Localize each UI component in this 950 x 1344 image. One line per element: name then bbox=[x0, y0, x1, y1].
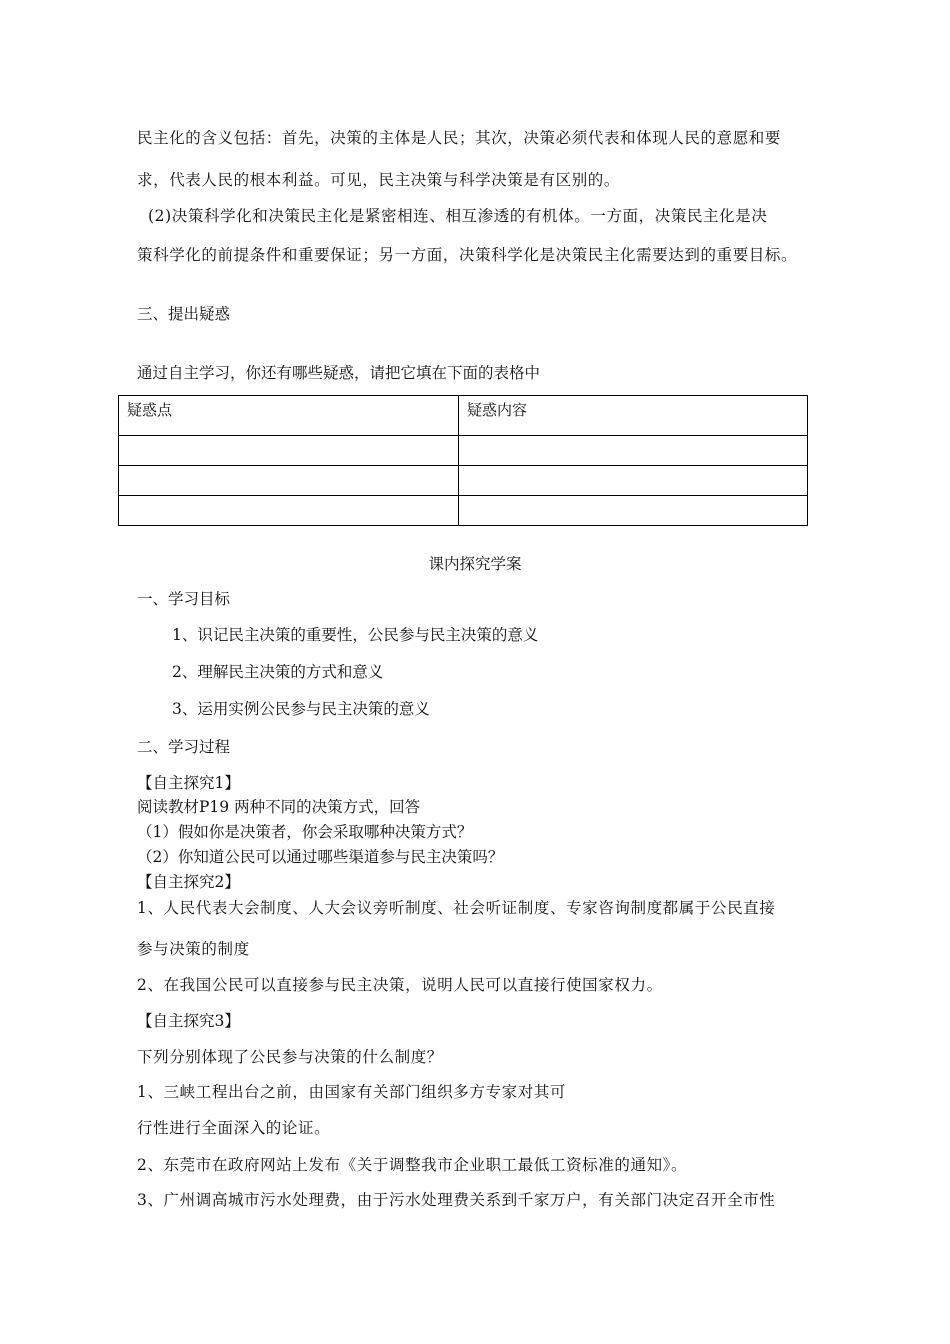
explore1-question-1: （1）假如你是决策者，你会采取哪种决策方式？ bbox=[137, 823, 473, 841]
explore3-item-1-line-2: 行性进行全面深入的论证。 bbox=[137, 1119, 331, 1137]
goal-item-1: 1、识记民主决策的重要性，公民参与民主决策的意义 bbox=[172, 626, 539, 644]
table-header-doubt-point: 疑惑点 bbox=[119, 396, 459, 436]
explore1-title: 【自主探究1】 bbox=[137, 774, 240, 792]
prior-text-line-1: 民主化的含义包括：首先，决策的主体是人民；其次，决策必须代表和体现人民的意愿和要 bbox=[137, 129, 782, 147]
explore3-item-2: 2、东莞市在政府网站上发布《关于调整我市企业职工最低工资标准的通知》。 bbox=[137, 1156, 688, 1174]
table-cell[interactable] bbox=[119, 436, 459, 466]
explore3-item-3: 3、广州调高城市污水处理费，由于污水处理费关系到千家万户，有关部门决定召开全市性 bbox=[137, 1191, 776, 1209]
inclass-title: 课内探究学案 bbox=[428, 555, 522, 573]
explore3-title: 【自主探究3】 bbox=[137, 1012, 240, 1030]
goal-item-3: 3、运用实例公民参与民主决策的意义 bbox=[172, 700, 430, 718]
prior-text-line-3: (2)决策科学化和决策民主化是紧密相连、相互渗透的有机体。一方面，决策民主化是决 bbox=[148, 207, 768, 225]
goal-item-2: 2、理解民主决策的方式和意义 bbox=[172, 663, 384, 681]
section-heading-doubts: 三、提出疑惑 bbox=[137, 305, 231, 323]
table-row bbox=[119, 436, 808, 466]
table-header-row bbox=[119, 396, 808, 436]
explore1-question-2: （2）你知道公民可以通过哪些渠道参与民主决策吗？ bbox=[137, 848, 504, 866]
table-cell[interactable] bbox=[459, 496, 808, 526]
table-header-doubt-content: 疑惑内容 bbox=[459, 396, 808, 436]
explore3-intro: 下列分别体现了公民参与决策的什么制度？ bbox=[137, 1048, 443, 1066]
explore2-title: 【自主探究2】 bbox=[137, 873, 240, 891]
explore2-item-2: 2、在我国公民可以直接参与民主决策，说明人民可以直接行使国家权力。 bbox=[137, 976, 663, 994]
explore2-item-1-line-1: 1、人民代表大会制度、人大会议旁听制度、社会听证制度、专家咨询制度都属于公民直接 bbox=[137, 899, 776, 917]
explore1-intro: 阅读教材P19 两种不同的决策方式，回答 bbox=[137, 798, 421, 816]
prior-text-line-2: 求，代表人民的根本利益。可见，民主决策与科学决策是有区别的。 bbox=[137, 171, 621, 189]
process-heading: 二、学习过程 bbox=[137, 738, 231, 756]
table-cell[interactable] bbox=[459, 436, 808, 466]
explore3-item-1-line-1: 1、三峡工程出台之前，由国家有关部门组织多方专家对其可 bbox=[137, 1083, 567, 1101]
prior-text-line-4: 策科学化的前提条件和重要保证；另一方面，决策科学化是决策民主化需要达到的重要目标。 bbox=[137, 246, 798, 264]
table-cell[interactable] bbox=[459, 466, 808, 496]
goals-heading: 一、学习目标 bbox=[137, 590, 231, 608]
table-cell[interactable] bbox=[119, 496, 459, 526]
table-cell[interactable] bbox=[119, 466, 459, 496]
table-row bbox=[119, 466, 808, 496]
table-row bbox=[119, 496, 808, 526]
doubts-instruction: 通过自主学习，你还有哪些疑惑，请把它填在下面的表格中 bbox=[137, 364, 541, 382]
explore2-item-1-line-2: 参与决策的制度 bbox=[137, 940, 250, 958]
doubts-table bbox=[118, 395, 808, 526]
